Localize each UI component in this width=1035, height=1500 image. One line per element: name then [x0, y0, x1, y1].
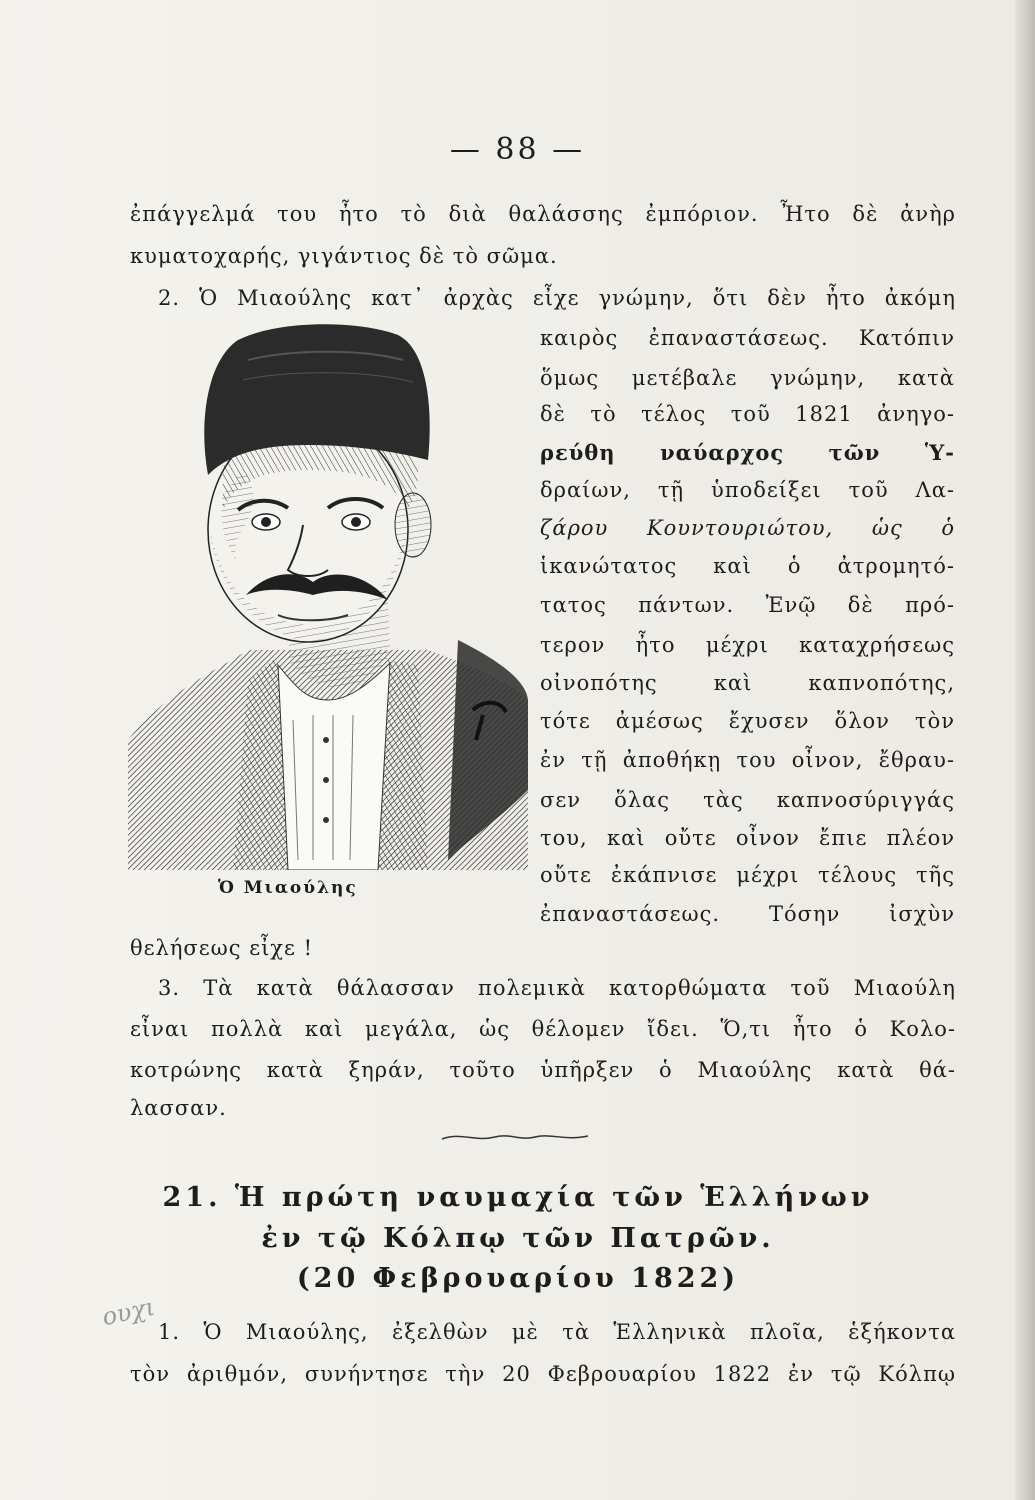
column-line: ὅμως μετέβαλε γνώμην, κατὰ [540, 366, 955, 390]
paragraph-3-line: 3. Τὰ κατὰ θάλασσαν πολεμικὰ κατορθώματα τοῦ Μιαούλη [158, 976, 956, 1000]
pencil-annotation: ουχι [99, 1292, 158, 1332]
paragraph-line: 1. Ὁ Μιαούλης, ἐξελθὼν μὲ τὰ Ἑλληνικὰ πλοῖα, ἑξήκοντα [158, 1320, 956, 1344]
paragraph-3-line: λασσαν. [130, 1096, 227, 1120]
section-heading: 21. Ἡ πρώτη ναυμαχία τῶν Ἑλλήνων [162, 1182, 874, 1213]
column-line: καιρὸς ἐπαναστάσεως. Κατόπιν [540, 326, 955, 350]
paragraph-2-start: 2. Ὁ Μιαούλης κατ᾽ ἀρχὰς εἶχε γνώμην, ὅτι δὲν ἦτο ἀκόμη [158, 286, 956, 310]
text-line: ἐπάγγελμά του ἦτο τὸ διὰ θαλάσσης ἐμπόριον. Ἦτο δὲ ἀνὴρ [130, 202, 956, 226]
column-line: δὲ τὸ τέλος τοῦ 1821 ἀνηγο- [540, 402, 955, 426]
column-line: τατος πάντων. Ἐνῷ δὲ πρό- [540, 593, 955, 617]
paragraph-3-line: εἶναι πολλὰ καὶ μεγάλα, ὡς θέλομεν ἴδει. Ὅ,τι ἦτο ὁ Κολο- [130, 1017, 956, 1041]
page-number: — 88 — [449, 132, 586, 167]
text-line: θελήσεως εἶχε ! [130, 936, 314, 960]
column-line: σεν ὅλας τὰς καπνοσύριγγάς [540, 788, 955, 812]
column-line: του, καὶ οὔτε οἶνον ἔπιε πλέον [540, 826, 955, 850]
column-line: ἐπαναστάσεως. Τόσην ἰσχὺν [540, 902, 955, 926]
portrait-engraving [128, 320, 528, 870]
column-line: δραίων, τῇ ὑποδείξει τοῦ Λα- [540, 478, 955, 502]
portrait-caption: Ὁ Μιαούλης [218, 878, 358, 898]
page-edge [1015, 0, 1035, 1500]
divider-ornament [440, 1130, 590, 1144]
section-heading: (20 Φεβρουαρίου 1822) [296, 1263, 740, 1294]
column-line: ρεύθη ναύαρχος τῶν Ὑ- [540, 440, 955, 465]
column-line: τότε ἀμέσως ἔχυσεν ὅλον τὸν [540, 709, 955, 733]
section-heading: ἐν τῷ Κόλπῳ τῶν Πατρῶν. [261, 1223, 775, 1254]
column-line: ἐν τῇ ἀποθήκῃ του οἶνον, ἔθραυ- [540, 748, 955, 772]
paragraph-line: τὸν ἀριθμόν, συνήντησε τὴν 20 Φεβρουαρίου 1822 ἐν τῷ Κόλπῳ [130, 1362, 956, 1386]
column-line: τερον ἦτο μέχρι καταχρήσεως [540, 633, 955, 657]
column-line: οἰνοπότης καὶ καπνοπότης, [540, 671, 955, 695]
column-line: ἱκανώτατος καὶ ὁ ἀτρομητό- [540, 554, 955, 578]
column-line: οὔτε ἐκάπνισε μέχρι τέλους τῆς [540, 863, 955, 887]
text-line: κυματοχαρής, γιγάντιος δὲ τὸ σῶμα. [130, 244, 558, 268]
column-line: ζάρου Κουντουριώτου, ὡς ὁ [540, 516, 955, 540]
paragraph-3-line: κοτρώνης κατὰ ξηράν, τοῦτο ὑπῆρξεν ὁ Μιαούλης κατὰ θά- [130, 1058, 956, 1082]
